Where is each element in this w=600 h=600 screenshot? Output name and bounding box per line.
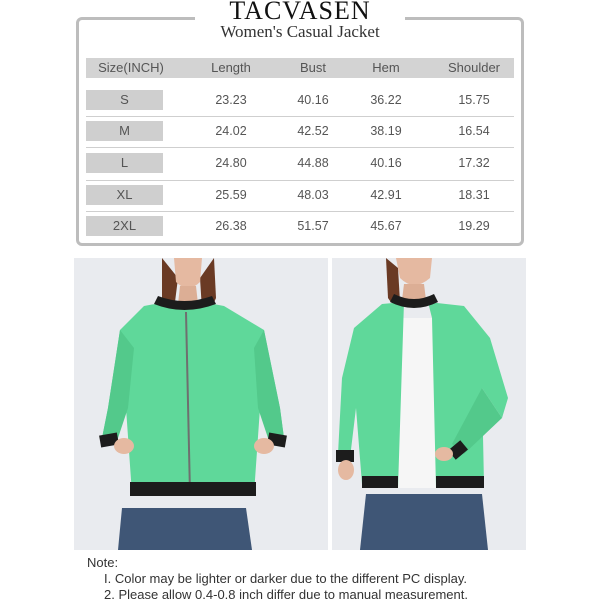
table-cell: 15.75	[458, 93, 490, 107]
header-length: Length	[211, 60, 251, 75]
row-divider	[86, 116, 514, 117]
table-row-size-label: XL	[86, 185, 163, 205]
table-cell: 38.19	[370, 124, 402, 138]
table-cell: 24.02	[215, 124, 247, 138]
row-divider	[86, 211, 514, 212]
table-row-size-label: S	[86, 90, 163, 110]
table-cell: 40.16	[370, 156, 402, 170]
table-cell: 25.59	[215, 188, 247, 202]
product-subtitle: Women's Casual Jacket	[220, 22, 380, 41]
header-bust: Bust	[299, 60, 326, 75]
product-photo-front	[74, 258, 328, 550]
table-cell: 42.91	[370, 188, 402, 202]
header-hem: Hem	[372, 60, 400, 75]
table-cell: 19.29	[458, 219, 490, 233]
table-row-size-label: 2XL	[86, 216, 163, 236]
table-cell: 36.22	[370, 93, 402, 107]
note-title: Note:	[87, 555, 119, 570]
table-cell: 40.16	[297, 93, 329, 107]
table-cell: 51.57	[297, 219, 329, 233]
product-photo-open	[332, 258, 526, 550]
header-shoulder: Shoulder	[447, 60, 501, 75]
table-row-size-label: M	[86, 121, 163, 141]
note-item: I. Color may be lighter or darker due to the different PC display.	[104, 571, 467, 586]
table-row-size-label: L	[86, 153, 163, 173]
table-cell: 26.38	[215, 219, 247, 233]
note-item: 2. Please allow 0.4-0.8 inch differ due to manual measurement.	[104, 587, 468, 600]
table-cell: 23.23	[215, 93, 247, 107]
table-cell: 42.52	[297, 124, 329, 138]
table-cell: 48.03	[297, 188, 329, 202]
row-divider	[86, 147, 514, 148]
brand-title: TACVASEN	[195, 0, 405, 24]
table-cell: 18.31	[458, 188, 490, 202]
table-cell: 17.32	[458, 156, 490, 170]
table-cell: 16.54	[458, 124, 490, 138]
header-size: Size(INCH)	[98, 60, 164, 75]
row-divider	[86, 180, 514, 181]
table-cell: 44.88	[297, 156, 329, 170]
table-cell: 45.67	[370, 219, 402, 233]
table-cell: 24.80	[215, 156, 247, 170]
